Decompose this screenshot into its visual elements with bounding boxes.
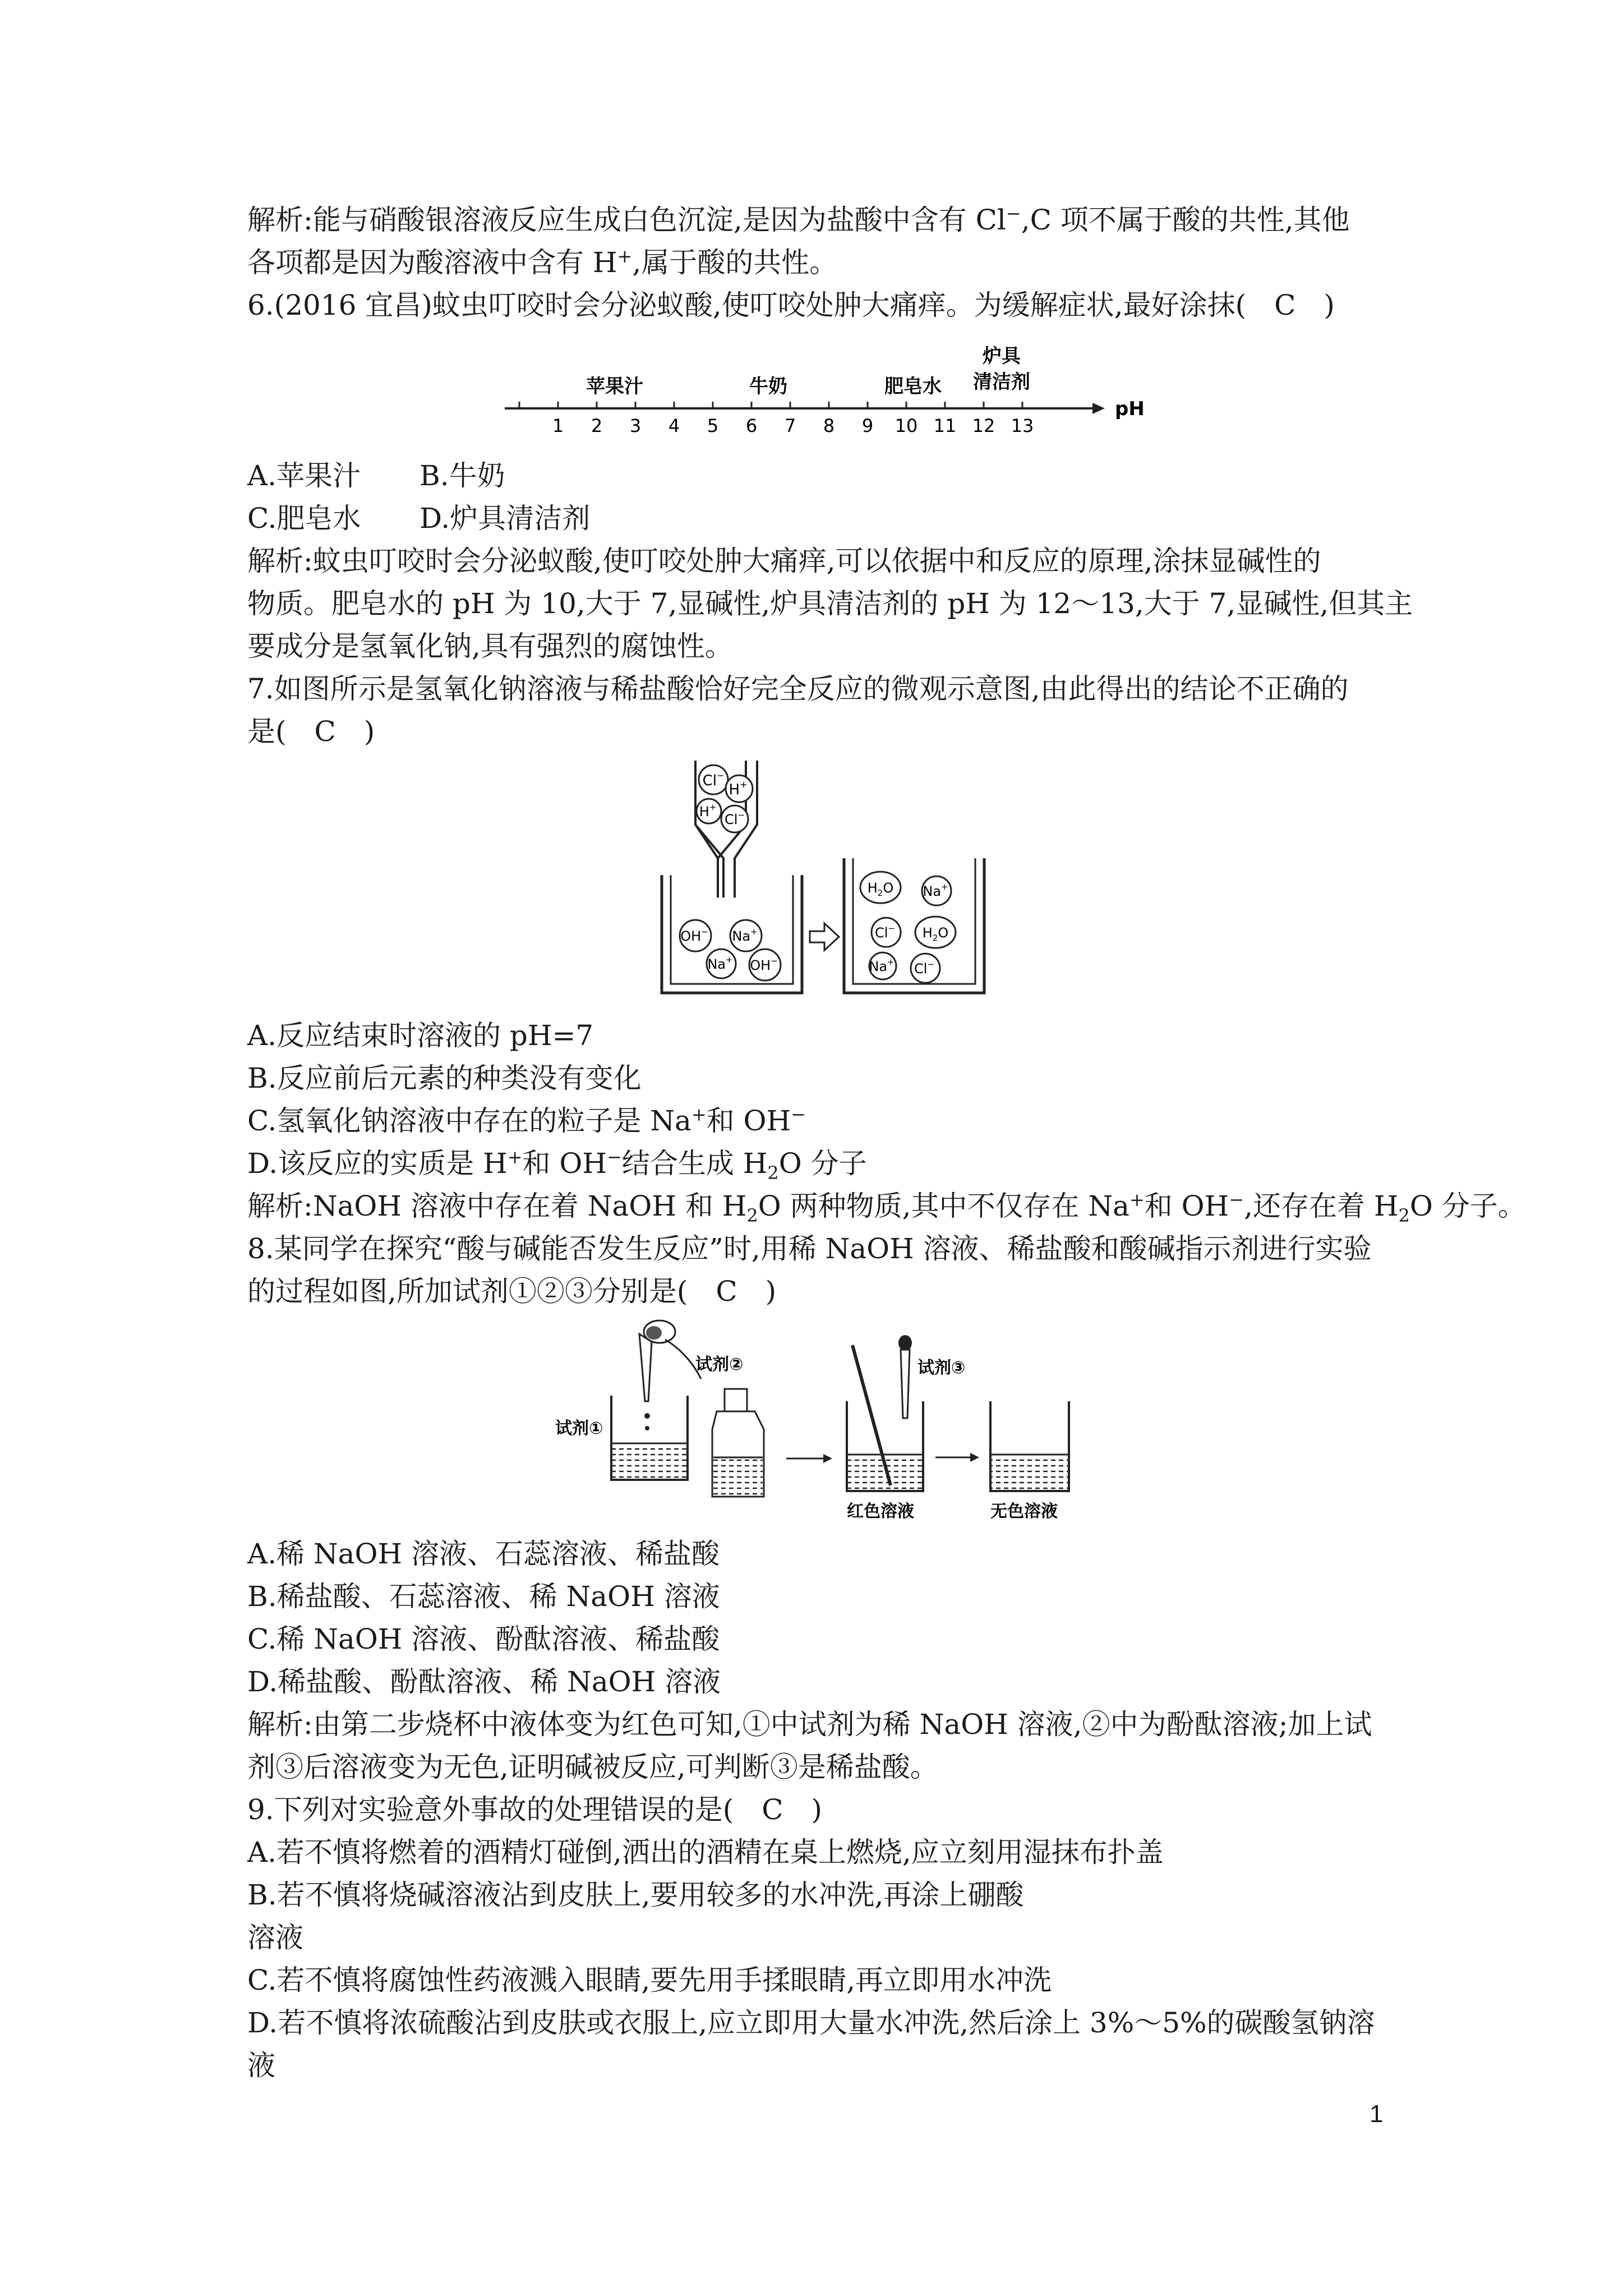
ph-axis-arrow xyxy=(1092,403,1105,414)
ion-cl-right1 xyxy=(872,918,901,947)
q8-option-d: D.稀盐酸、酚酞溶液、稀 NaOH 溶液 xyxy=(247,1665,721,1698)
svg-text:Na+: Na+ xyxy=(707,955,733,972)
label-reagent2: 试剂② xyxy=(695,1355,744,1374)
ph-tick-label: 9 xyxy=(861,415,874,436)
scale-label-stove-2: 清洁剂 xyxy=(973,371,1030,393)
ph-tick-label: 13 xyxy=(1011,415,1034,436)
ph-tick-label: 8 xyxy=(823,415,835,436)
scale-label-stove-1: 炉具 xyxy=(983,345,1021,367)
svg-text:Cl−: Cl− xyxy=(702,770,725,789)
ion-h-top xyxy=(726,775,753,802)
page-number: 1 xyxy=(1370,2100,1384,2128)
q5-analysis-line1: 解析:能与硝酸银溶液反应生成白色沉淀,是因为盐酸中含有 Cl−,C 项不属于酸的共性,其他 xyxy=(247,203,1350,236)
q6-option-a: A.苹果汁 xyxy=(247,459,361,492)
label-colorless-solution: 无色溶液 xyxy=(990,1502,1058,1521)
q6-option-b: B.牛奶 xyxy=(419,459,505,492)
q7-option-c: C.氢氧化钠溶液中存在的粒子是 Na+和 OH− xyxy=(247,1103,806,1137)
svg-text:Cl−: Cl− xyxy=(914,959,935,977)
svg-text:H+: H+ xyxy=(728,779,748,798)
q7-option-b: B.反应前后元素的种类没有变化 xyxy=(247,1062,642,1094)
scale-label-soap-water: 肥皂水 xyxy=(884,375,942,398)
q9-option-b-line2: 溶液 xyxy=(247,1921,303,1954)
q8-option-c: C.稀 NaOH 溶液、酚酞溶液、稀盐酸 xyxy=(247,1623,720,1655)
ion-oh-left1 xyxy=(680,920,711,951)
ph-axis-label: pH xyxy=(1115,398,1145,420)
beaker-3 xyxy=(990,1401,1069,1491)
ion-oh-left2 xyxy=(749,949,781,981)
q6-option-c: C.肥皂水 xyxy=(247,502,361,535)
ph-tick-label: 3 xyxy=(629,415,642,436)
reaction-arrow xyxy=(810,923,839,950)
q9-option-a: A.若不慎将燃着的酒精灯碰倒,洒出的酒精在桌上燃烧,应立刻用湿抹布扑盖 xyxy=(247,1836,1164,1869)
ph-tick-label: 7 xyxy=(784,415,796,436)
ion-cl-mid xyxy=(721,806,748,832)
ph-tick-label: 4 xyxy=(668,415,680,436)
ion-na-left1 xyxy=(730,920,762,951)
scale-label-milk: 牛奶 xyxy=(749,375,787,398)
q9-option-d-line1: D.若不慎将浓硫酸沾到皮肤或衣服上,应立即用大量水冲洗,然后涂上 3%～5%的碳酸氢钠溶 xyxy=(247,2007,1375,2039)
ph-tick-label: 11 xyxy=(933,415,957,436)
molecule-h2o-right2 xyxy=(915,917,956,948)
ph-tick-label: 5 xyxy=(707,415,719,436)
ion-na-right1 xyxy=(922,876,951,905)
molecule-h2o-right1 xyxy=(860,872,901,903)
label-reagent1: 试剂① xyxy=(555,1419,603,1438)
beaker-1 xyxy=(611,1396,688,1480)
ph-ticks xyxy=(519,402,1034,436)
q8-option-b: B.稀盐酸、石蕊溶液、稀 NaOH 溶液 xyxy=(247,1580,720,1613)
q8-stem-line1: 8.某同学在探究“酸与碱能否发生反应”时,用稀 NaOH 溶液、稀盐酸和酸碱指示剂进行实验 xyxy=(247,1232,1372,1265)
q9-option-d-line2: 液 xyxy=(247,2049,275,2082)
q6-stem: 6.(2016 宜昌)蚊虫叮咬时会分泌蚁酸,使叮咬处肿大痛痒。为缓解症状,最好涂抹( C ) xyxy=(247,289,1335,321)
q5-analysis-line2: 各项都是因为酸溶液中含有 H+,属于酸的共性。 xyxy=(247,245,838,279)
ph-tick-label: 1 xyxy=(552,415,564,436)
q8-stem-line2: 的过程如图,所加试剂①②③分别是( C ) xyxy=(247,1275,777,1308)
svg-text:H+: H+ xyxy=(699,802,717,820)
q6-option-d: D.炉具清洁剂 xyxy=(419,502,591,535)
svg-text:Cl−: Cl− xyxy=(874,923,896,941)
dropper-1 xyxy=(639,1320,701,1430)
ph-tick-label: 6 xyxy=(745,415,758,436)
q9-option-b-line1: B.若不慎将烧碱溶液沾到皮肤上,要用较多的水冲洗,再涂上硼酸 xyxy=(247,1879,1024,1911)
ion-na-left2 xyxy=(707,949,736,978)
svg-text:OH−: OH− xyxy=(750,956,778,973)
svg-text:Na+: Na+ xyxy=(923,882,948,899)
svg-text:H2O: $H_2O$ xyxy=(922,925,949,943)
svg-text:Na+: Na+ xyxy=(869,957,895,974)
q8-option-a: A.稀 NaOH 溶液、石蕊溶液、稀盐酸 xyxy=(247,1538,720,1570)
ion-na-right2 xyxy=(869,953,896,979)
ph-tick-label: 12 xyxy=(972,415,995,436)
svg-text:H2O: $H_2O$ xyxy=(867,880,894,898)
beaker-2 xyxy=(847,1335,923,1491)
label-reagent3: 试剂③ xyxy=(917,1358,966,1378)
q6-analysis-line3: 要成分是氢氧化钠,具有强烈的腐蚀性。 xyxy=(247,630,733,662)
q7-option-a: A.反应结束时溶液的 pH=7 xyxy=(247,1019,594,1052)
ph-tick-label: 10 xyxy=(895,415,918,436)
neutralization-micro-diagram xyxy=(651,757,987,1004)
q9-stem: 9.下列对实验意外事故的处理错误的是( C ) xyxy=(247,1793,822,1826)
ion-cl-right2 xyxy=(911,954,940,983)
label-red-solution: 红色溶液 xyxy=(847,1502,914,1521)
q6-analysis-line2: 物质。肥皂水的 pH 为 10,大于 7,显碱性,炉具清洁剂的 pH 为 12～13,大于 7,显碱性,但其主 xyxy=(247,587,1413,620)
ion-cl-top xyxy=(699,765,728,794)
q7-option-d: D.该反应的实质是 H+和 OH−结合生成 $H_2O$ 分子 xyxy=(247,1146,867,1184)
q6-analysis-line1: 解析:蚊虫叮咬时会分泌蚁酸,使叮咬处肿大痛痒,可以依据中和反应的原理,涂抹显碱性的 xyxy=(247,545,1321,577)
scale-label-apple-juice: 苹果汁 xyxy=(586,375,643,398)
q8-analysis-line1: 解析:由第二步烧杯中液体变为红色可知,①中试剂为稀 NaOH 溶液,②中为酚酞溶液;加上试 xyxy=(247,1708,1372,1741)
svg-text:Cl−: Cl− xyxy=(724,810,745,827)
svg-text:Na+: Na+ xyxy=(732,927,758,944)
q7-analysis: 解析:NaOH 溶液中存在着 NaOH 和 $H_2O$ 两种物质,其中不仅存在 Na+和 OH−,还存在着 $H_2O$ 分子。 xyxy=(247,1189,1526,1226)
q9-option-c: C.若不慎将腐蚀性药液溅入眼睛,要先用手揉眼睛,再立即用水冲洗 xyxy=(247,1964,1052,1996)
ph-tick-label: 2 xyxy=(591,415,603,436)
reagent-bottle xyxy=(712,1389,764,1497)
q7-stem-line1: 7.如图所示是氢氧化钠溶液与稀盐酸恰好完全反应的微观示意图,由此得出的结论不正确的 xyxy=(247,673,1349,705)
ph-scale-figure xyxy=(499,337,1145,443)
ion-h-mid xyxy=(697,799,721,823)
q7-stem-line2: 是( C ) xyxy=(247,715,375,748)
svg-text:OH−: OH− xyxy=(680,927,708,944)
q8-analysis-line2: 剂③后溶液变为无色,证明碱被反应,可判断③是稀盐酸。 xyxy=(247,1751,938,1783)
reagent-experiment-figure xyxy=(555,1317,1094,1530)
